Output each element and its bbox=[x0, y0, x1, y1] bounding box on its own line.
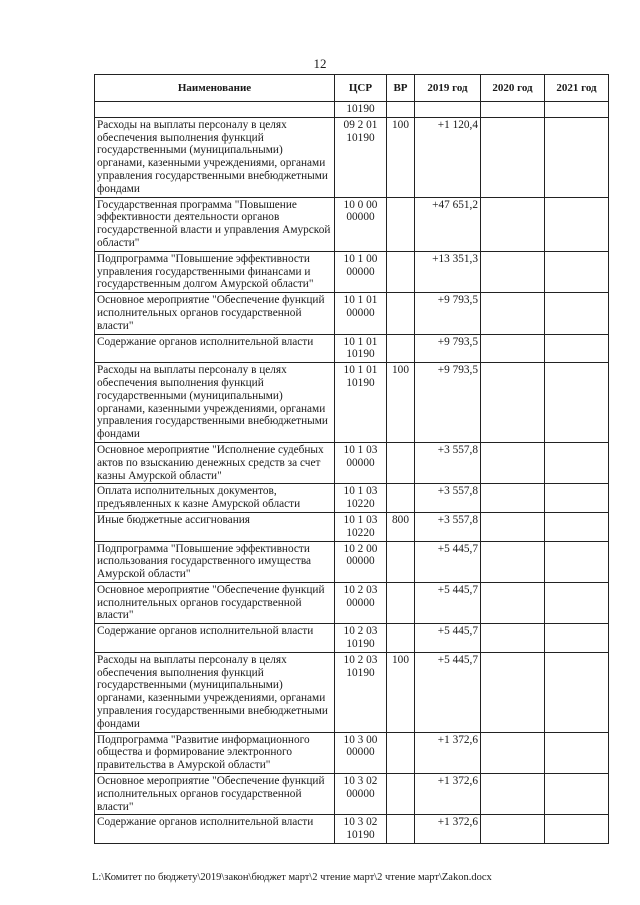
row-amount-2021 bbox=[545, 293, 609, 334]
row-csr: 10 1 03 10220 bbox=[335, 484, 387, 513]
table-row bbox=[95, 363, 609, 443]
row-amount-2019: +9 793,5 bbox=[415, 293, 481, 334]
table-row bbox=[95, 815, 609, 844]
row-amount-2021 bbox=[545, 512, 609, 541]
row-amount-2019: +1 372,6 bbox=[415, 732, 481, 773]
row-amount-2020 bbox=[481, 512, 545, 541]
row-amount-2020 bbox=[481, 197, 545, 251]
row-csr: 10 1 01 10190 bbox=[335, 363, 387, 443]
table-row bbox=[95, 197, 609, 251]
row-amount-2020 bbox=[481, 117, 545, 197]
header-2021: 2021 год bbox=[545, 75, 609, 102]
row-csr: 10 1 00 00000 bbox=[335, 251, 387, 292]
row-amount-2020 bbox=[481, 732, 545, 773]
row-amount-2020 bbox=[481, 774, 545, 815]
row-vr bbox=[387, 732, 415, 773]
table-body bbox=[95, 102, 609, 844]
row-amount-2020 bbox=[481, 652, 545, 732]
table-row bbox=[95, 251, 609, 292]
row-amount-2019: +5 445,7 bbox=[415, 624, 481, 653]
row-csr: 10 3 02 10190 bbox=[335, 815, 387, 844]
row-amount-2019: +1 372,6 bbox=[415, 815, 481, 844]
row-amount-2021 bbox=[545, 774, 609, 815]
row-vr bbox=[387, 334, 415, 363]
row-amount-2021 bbox=[545, 652, 609, 732]
row-vr bbox=[387, 582, 415, 623]
row-amount-2020 bbox=[481, 484, 545, 513]
row-csr: 10 1 03 00000 bbox=[335, 442, 387, 483]
row-vr bbox=[387, 774, 415, 815]
row-name: Содержание органов исполнительной власти bbox=[95, 334, 335, 363]
row-amount-2019 bbox=[415, 102, 481, 118]
row-amount-2020 bbox=[481, 624, 545, 653]
row-amount-2021 bbox=[545, 484, 609, 513]
row-amount-2019: +1 372,6 bbox=[415, 774, 481, 815]
row-csr: 10 3 02 00000 bbox=[335, 774, 387, 815]
row-name: Основное мероприятие "Обеспечение функций исполнительных органов государственной власти" bbox=[95, 293, 335, 334]
row-amount-2020 bbox=[481, 442, 545, 483]
row-csr: 10 2 03 00000 bbox=[335, 582, 387, 623]
budget-table bbox=[94, 74, 609, 844]
row-amount-2019: +13 351,3 bbox=[415, 251, 481, 292]
row-name: Содержание органов исполнительной власти bbox=[95, 815, 335, 844]
row-csr: 10 1 01 10190 bbox=[335, 334, 387, 363]
row-amount-2021 bbox=[545, 251, 609, 292]
row-vr: 100 bbox=[387, 363, 415, 443]
row-amount-2020 bbox=[481, 334, 545, 363]
row-csr: 10 2 03 10190 bbox=[335, 624, 387, 653]
row-amount-2021 bbox=[545, 102, 609, 118]
page-number: 12 bbox=[313, 56, 327, 71]
table-row bbox=[95, 774, 609, 815]
header-2019: 2019 год bbox=[415, 75, 481, 102]
row-amount-2021 bbox=[545, 363, 609, 443]
row-name: Расходы на выплаты персоналу в целях обеспечения выполнения функций государственными (муниципальными) органами, казенными учреждениями, органами управления государственными внебюджетными фондами bbox=[95, 652, 335, 732]
row-name: Государственная программа "Повышение эффективности деятельности органов государственной власти и управления Амурской области" bbox=[95, 197, 335, 251]
row-amount-2020 bbox=[481, 363, 545, 443]
row-amount-2019: +1 120,4 bbox=[415, 117, 481, 197]
row-name: Оплата исполнительных документов, предъявленных к казне Амурской области bbox=[95, 484, 335, 513]
table-row bbox=[95, 334, 609, 363]
row-amount-2021 bbox=[545, 197, 609, 251]
row-csr: 10 1 01 00000 bbox=[335, 293, 387, 334]
row-amount-2020 bbox=[481, 815, 545, 844]
row-amount-2021 bbox=[545, 582, 609, 623]
row-csr: 09 2 01 10190 bbox=[335, 117, 387, 197]
row-name: Иные бюджетные ассигнования bbox=[95, 512, 335, 541]
row-amount-2019: +5 445,7 bbox=[415, 582, 481, 623]
row-name: Основное мероприятие "Исполнение судебных актов по взысканию денежных средств за счет казны Амурской области" bbox=[95, 442, 335, 483]
row-vr bbox=[387, 102, 415, 118]
row-amount-2019: +47 651,2 bbox=[415, 197, 481, 251]
row-vr bbox=[387, 541, 415, 582]
row-amount-2019: +9 793,5 bbox=[415, 334, 481, 363]
row-vr bbox=[387, 197, 415, 251]
row-vr: 100 bbox=[387, 117, 415, 197]
table-row bbox=[95, 293, 609, 334]
table-row bbox=[95, 624, 609, 653]
row-amount-2021 bbox=[545, 334, 609, 363]
table-row bbox=[95, 541, 609, 582]
table-row bbox=[95, 102, 609, 118]
row-name: Основное мероприятие "Обеспечение функций исполнительных органов государственной власти" bbox=[95, 774, 335, 815]
row-amount-2019: +3 557,8 bbox=[415, 442, 481, 483]
row-name: Подпрограмма "Развитие информационного общества и формирование электронного правительства в Амурской области" bbox=[95, 732, 335, 773]
header-csr: ЦСР bbox=[335, 75, 387, 102]
row-csr: 10 3 00 00000 bbox=[335, 732, 387, 773]
row-amount-2019: +5 445,7 bbox=[415, 652, 481, 732]
row-vr: 800 bbox=[387, 512, 415, 541]
row-vr bbox=[387, 442, 415, 483]
row-amount-2020 bbox=[481, 102, 545, 118]
header-vr: ВР bbox=[387, 75, 415, 102]
table-row bbox=[95, 117, 609, 197]
row-name bbox=[95, 102, 335, 118]
row-csr: 10 2 00 00000 bbox=[335, 541, 387, 582]
table-row bbox=[95, 582, 609, 623]
row-amount-2020 bbox=[481, 541, 545, 582]
row-csr: 10190 bbox=[335, 102, 387, 118]
row-name: Содержание органов исполнительной власти bbox=[95, 624, 335, 653]
row-amount-2021 bbox=[545, 732, 609, 773]
row-amount-2020 bbox=[481, 293, 545, 334]
row-amount-2021 bbox=[545, 442, 609, 483]
row-name: Подпрограмма "Повышение эффективности управления государственными финансами и государственным долгом Амурской области" bbox=[95, 251, 335, 292]
row-name: Расходы на выплаты персоналу в целях обеспечения выполнения функций государственными (муниципальными) органами, казенными учреждениями, органами управления государственными внебюджетными фондами bbox=[95, 117, 335, 197]
table-row bbox=[95, 732, 609, 773]
row-amount-2020 bbox=[481, 582, 545, 623]
row-vr bbox=[387, 815, 415, 844]
row-amount-2019: +5 445,7 bbox=[415, 541, 481, 582]
row-amount-2021 bbox=[545, 815, 609, 844]
row-amount-2019: +3 557,8 bbox=[415, 484, 481, 513]
row-csr: 10 0 00 00000 bbox=[335, 197, 387, 251]
row-csr: 10 2 03 10190 bbox=[335, 652, 387, 732]
row-amount-2021 bbox=[545, 117, 609, 197]
row-amount-2019: +9 793,5 bbox=[415, 363, 481, 443]
header-2020: 2020 год bbox=[481, 75, 545, 102]
row-vr: 100 bbox=[387, 652, 415, 732]
table-row bbox=[95, 484, 609, 513]
row-amount-2021 bbox=[545, 624, 609, 653]
row-vr bbox=[387, 484, 415, 513]
table-row bbox=[95, 652, 609, 732]
table-row bbox=[95, 512, 609, 541]
header-name: Наименование bbox=[95, 75, 335, 102]
table-header-row bbox=[95, 75, 609, 102]
row-amount-2020 bbox=[481, 251, 545, 292]
row-name: Основное мероприятие "Обеспечение функций исполнительных органов государственной власти" bbox=[95, 582, 335, 623]
row-vr bbox=[387, 293, 415, 334]
row-name: Подпрограмма "Повышение эффективности использования государственного имущества Амурской области" bbox=[95, 541, 335, 582]
table-row bbox=[95, 442, 609, 483]
file-path-footer: L:\Комитет по бюджету\2019\закон\бюджет март\2 чтение март\2 чтение март\Zakon.docx bbox=[92, 872, 492, 883]
row-amount-2021 bbox=[545, 541, 609, 582]
row-csr: 10 1 03 10220 bbox=[335, 512, 387, 541]
row-vr bbox=[387, 251, 415, 292]
row-amount-2019: +3 557,8 bbox=[415, 512, 481, 541]
row-vr bbox=[387, 624, 415, 653]
row-name: Расходы на выплаты персоналу в целях обеспечения выполнения функций государственными (муниципальными) органами, казенными учреждениями, органами управления государственными внебюджетными фондами bbox=[95, 363, 335, 443]
